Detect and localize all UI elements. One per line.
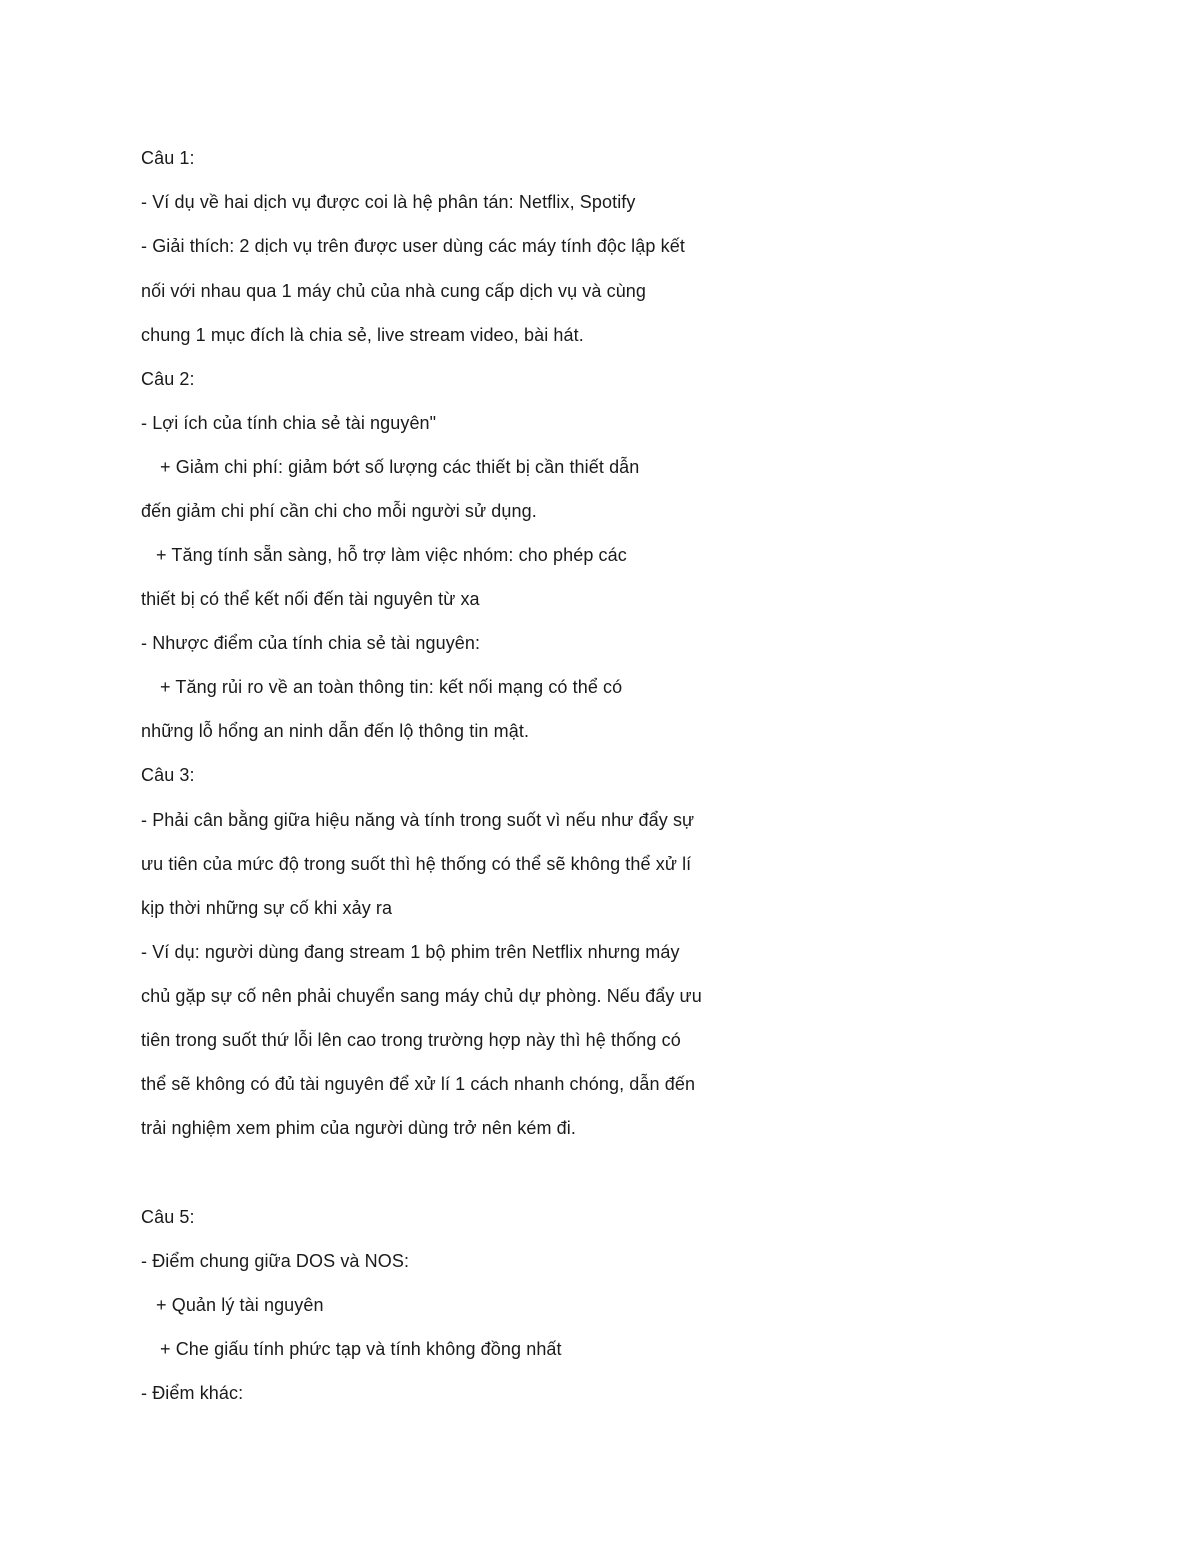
text-line: - Ví dụ về hai dịch vụ được coi là hệ phân tán: Netflix, Spotify (141, 192, 636, 212)
text-line: - Ví dụ: người dùng đang stream 1 bộ phim trên Netflix nhưng máy (141, 942, 680, 962)
text-line: + Tăng tính sẵn sàng, hỗ trợ làm việc nhóm: cho phép các (156, 545, 627, 565)
heading-cau-5: Câu 5: (141, 1207, 195, 1227)
text-line: chủ gặp sự cố nên phải chuyển sang máy chủ dự phòng. Nếu đẩy ưu (141, 986, 702, 1006)
text-line: ưu tiên của mức độ trong suốt thì hệ thống có thể sẽ không thể xử lí (141, 854, 692, 874)
text-line: - Giải thích: 2 dịch vụ trên được user dùng các máy tính độc lập kết (141, 236, 685, 256)
text-line: tiên trong suốt thứ lỗi lên cao trong trường hợp này thì hệ thống có (141, 1030, 681, 1050)
text-line: thiết bị có thể kết nối đến tài nguyên từ xa (141, 589, 480, 609)
text-line: + Che giấu tính phức tạp và tính không đồng nhất (160, 1339, 562, 1359)
text-line: những lỗ hổng an ninh dẫn đến lộ thông tin mật. (141, 721, 530, 741)
text-line: đến giảm chi phí cần chi cho mỗi người sử dụng. (141, 501, 537, 521)
text-line: + Giảm chi phí: giảm bớt số lượng các thiết bị cần thiết dẫn (160, 457, 640, 477)
heading-cau-1: Câu 1: (141, 148, 195, 168)
text-line: thể sẽ không có đủ tài nguyên để xử lí 1 cách nhanh chóng, dẫn đến (141, 1074, 696, 1094)
text-line: - Nhược điểm của tính chia sẻ tài nguyên: (141, 633, 481, 653)
heading-cau-2: Câu 2: (141, 369, 195, 389)
text-line: nối với nhau qua 1 máy chủ của nhà cung cấp dịch vụ và cùng (141, 281, 647, 301)
text-line: - Điểm khác: (141, 1383, 244, 1403)
text-line: chung 1 mục đích là chia sẻ, live stream video, bài hát. (141, 325, 584, 345)
text-line: + Tăng rủi ro về an toàn thông tin: kết nối mạng có thể có (160, 677, 623, 697)
text-line: trải nghiệm xem phim của người dùng trở nên kém đi. (141, 1118, 576, 1138)
text-line: + Quản lý tài nguyên (156, 1295, 324, 1315)
text-line: - Điểm chung giữa DOS và NOS: (141, 1251, 410, 1271)
heading-cau-3: Câu 3: (141, 765, 195, 785)
text-line: kịp thời những sự cố khi xảy ra (141, 898, 393, 918)
text-line: - Lợi ích của tính chia sẻ tài nguyên" (141, 413, 437, 433)
text-line: - Phải cân bằng giữa hiệu năng và tính trong suốt vì nếu như đẩy sự (141, 810, 695, 830)
